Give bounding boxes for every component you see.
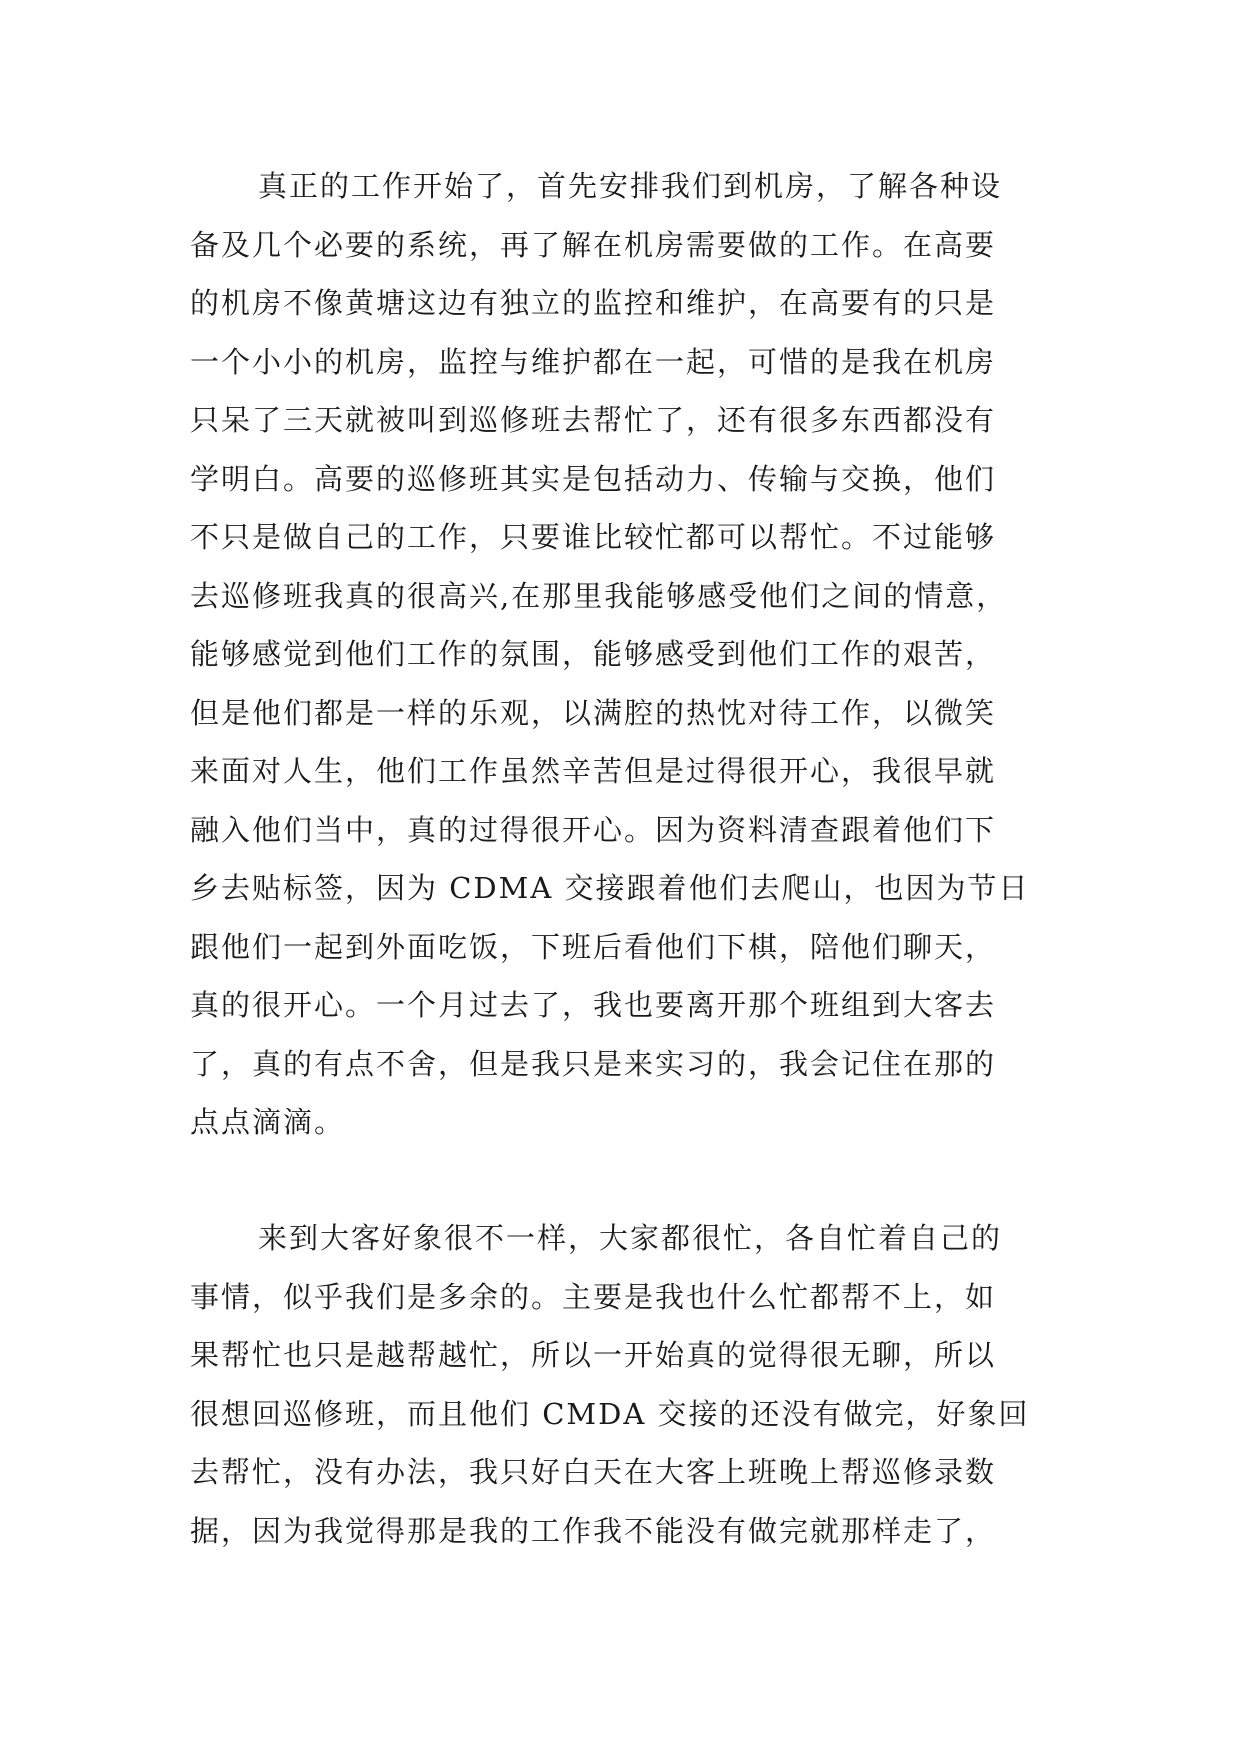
text-line: 只呆了三天就被叫到巡修班去帮忙了，还有很多东西都没有 <box>190 403 997 437</box>
text-line: 很想回巡修班，而且他们 CMDA 交接的还没有做完，好象回 <box>190 1396 1030 1431</box>
paragraph <box>190 157 1070 1152</box>
text-line: 不只是做自己的工作，只要谁比较忙都可以帮忙。不过能够 <box>190 520 997 554</box>
text-line: 来面对人生，他们工作虽然辛苦但是过得很开心，我很早就 <box>190 754 997 788</box>
text-line: 据，因为我觉得那是我的工作我不能没有做完就那样走了， <box>190 1513 997 1548</box>
text-line: 果帮忙也只是越帮越忙，所以一开始真的觉得很无聊，所以 <box>190 1338 997 1372</box>
text-line: 点点滴滴。 <box>190 1105 346 1139</box>
text-line: 事情，似乎我们是多余的。主要是我也什么忙都帮不上，如 <box>190 1279 997 1314</box>
text-line: 备及几个必要的系统，再了解在机房需要做的工作。在高要 <box>190 227 997 262</box>
text-line: 来到大客好象很不一样，大家都很忙，各自忙着自己的 <box>258 1221 1003 1255</box>
text-line: 但是他们都是一样的乐观，以满腔的热忱对待工作，以微笑 <box>190 695 997 730</box>
text-line: 去帮忙，没有办法，我只好白天在大客上班晚上帮巡修录数 <box>190 1455 997 1489</box>
text-line: 跟他们一起到外面吃饭，下班后看他们下棋，陪他们聊天， <box>190 929 997 964</box>
text-line: 了，真的有点不舍，但是我只是来实习的，我会记住在那的 <box>190 1046 997 1081</box>
text-line: 真正的工作开始了，首先安排我们到机房，了解各种设 <box>258 169 1003 203</box>
text-line: 一个小小的机房，监控与维护都在一起，可惜的是我在机房 <box>190 344 997 379</box>
text-line: 融入他们当中，真的过得很开心。因为资料清查跟着他们下 <box>190 812 997 847</box>
text-line: 去巡修班我真的很高兴,在那里我能够感受他们之间的情意， <box>190 578 1008 613</box>
text-line: 能够感觉到他们工作的氛围，能够感受到他们工作的艰苦， <box>190 637 997 671</box>
paragraph <box>190 1209 1070 1560</box>
text-line: 的机房不像黄塘这边有独立的监控和维护，在高要有的只是 <box>190 286 997 320</box>
text-line: 乡去贴标签，因为 CDMA 交接跟着他们去爬山，也因为节日 <box>190 871 1030 905</box>
text-line: 学明白。高要的巡修班其实是包括动力、传输与交换，他们 <box>190 461 997 496</box>
text-line: 真的很开心。一个月过去了，我也要离开那个班组到大客去 <box>190 988 997 1022</box>
